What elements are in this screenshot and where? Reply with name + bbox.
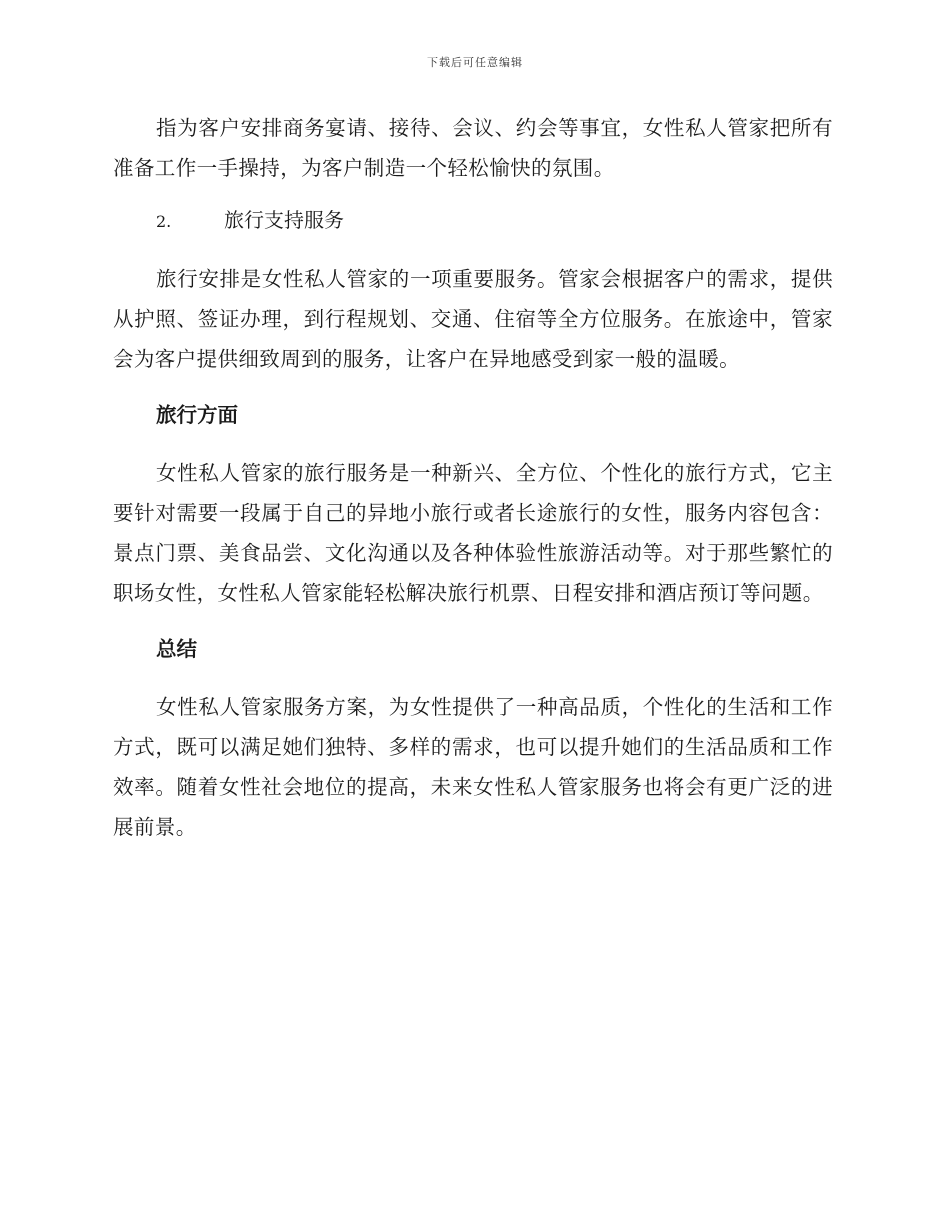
page-header: 下载后可任意编辑 [427, 56, 523, 69]
heading-travel: 旅行方面 [156, 403, 238, 427]
heading-summary: 总结 [156, 637, 197, 661]
section-heading-travel-support [113, 200, 833, 242]
paragraph-summary: 女性私人管家服务方案，为女性提供了一种高品质，个性化的生活和工作方式，既可以满足她们独特、多样的需求，也可以提升她们的生活品质和工作效率。随着女性社会地位的提高，未来女性私人管家服务也将会有更广泛的进展前景。 [113, 695, 833, 839]
section-title: 旅行支持服务 [224, 208, 344, 232]
paragraph-travel-arrangements: 旅行安排是女性私人管家的一项重要服务。管家会根据客户的需求，提供从护照、签证办理，到行程规划、交通、住宿等全方位服务。在旅途中，管家会为客户提供细致周到的服务，让客户在异地感受到家一般的温暖。 [113, 267, 833, 371]
section-number: 2. [156, 212, 172, 231]
paragraph-business-arrangements: 指为客户安排商务宴请、接待、会议、约会等事宜，女性私人管家把所有准备工作一手操持，为客户制造一个轻松愉快的氛围。 [113, 116, 833, 180]
document-body [113, 108, 833, 867]
paragraph-travel-service: 女性私人管家的旅行服务是一种新兴、全方位、个性化的旅行方式，它主要针对需要一段属于自己的异地小旅行或者长途旅行的女性，服务内容包含：景点门票、美食品尝、文化沟通以及各种体验性旅游活动等。对于那些繁忙的职场女性，女性私人管家能轻松解决旅行机票、日程安排和酒店预订等问题。 [113, 461, 833, 605]
